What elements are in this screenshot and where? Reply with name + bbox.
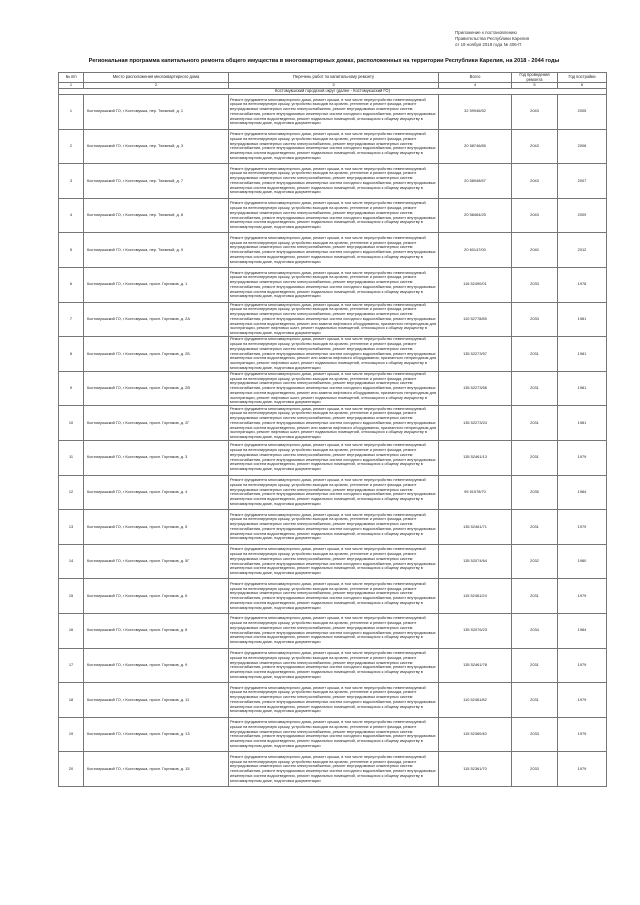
row-year-built: 1978 [558, 267, 607, 302]
table-row [59, 267, 607, 302]
row-area: 116 52490/01 [439, 267, 512, 302]
row-address: Костомукшский ГО, г Костомукша, пер. Таежный, д. 7 [84, 164, 229, 199]
row-year-repair: 2040 [512, 233, 558, 268]
row-area: 135 52273/24 [439, 406, 512, 441]
row-year-built: 1984 [558, 613, 607, 648]
col-number: 2 [84, 83, 229, 89]
row-address: Костомукшский ГО, г Костомукша, пер. Таежный, д. 9 [84, 233, 229, 268]
row-area: 135 52273/57 [439, 337, 512, 372]
row-number: 12 [59, 475, 84, 510]
row-works: Ремонт фундамента многоквартирного дома, ремонт крыши, в том числе переустройство невентилируемой крыши на вентилируемую крышу, устройство выходов на кровлю, утепление и ремонт фасада, ремонт внутридомовых инженерных систем электроснабжения, ремонт внутридомовых инженерных систем теплоснабжения, ремонт внутридомовых инженерных систем холодного водоснабжения, ремонт внутридомовых инженерных систем водоотведения, ремонт подвальных помещений, относящихся к общему имуществу в многоквартирном доме, подготовка документации [230, 512, 436, 541]
row-area: 135 52461/71 [439, 510, 512, 545]
row-works-cell [229, 510, 439, 545]
col-number: 6 [558, 83, 607, 89]
row-area: 20 58464/25 [439, 198, 512, 233]
row-area: 20 60147/00 [439, 233, 512, 268]
row-number: 11 [59, 440, 84, 475]
row-year-built: 1979 [558, 648, 607, 683]
row-year-built: 1984 [558, 475, 607, 510]
row-address: Костомукшский ГО, г Костомукша, просп. Горняков, д. 2В [84, 371, 229, 406]
row-year-repair: 2043 [512, 164, 558, 199]
row-number: 10 [59, 406, 84, 441]
header-year-built: Год постройки [558, 73, 607, 83]
row-year-built: 2007 [558, 164, 607, 199]
row-year-built: 2005 [558, 95, 607, 130]
row-area: 110 52778/85 [439, 302, 512, 337]
row-works-cell [229, 95, 439, 130]
row-address: Костомукшский ГО, г Костомукша, просп. Горняков, д. 1 [84, 267, 229, 302]
row-works-cell [229, 613, 439, 648]
row-year-built: 1979 [558, 683, 607, 718]
row-year-repair: 2031 [512, 510, 558, 545]
row-address: Костомукшский ГО, г Костомукша, пер. Таежный, д. 8 [84, 198, 229, 233]
row-year-repair: 2035 [512, 475, 558, 510]
col-number: 3 [229, 83, 439, 89]
row-works-cell [229, 440, 439, 475]
row-area: 110 52461/82 [439, 683, 512, 718]
row-works-cell [229, 648, 439, 683]
header-address: Место расположения многоквартирного дома [84, 73, 229, 83]
row-number: 5 [59, 233, 84, 268]
row-address: Костомукшский ГО, г Костомукша, просп. Горняков, д. 2А [84, 302, 229, 337]
row-number: 20 [59, 752, 84, 787]
row-works-cell [229, 544, 439, 579]
row-works-cell [229, 371, 439, 406]
row-address: Костомукшский ГО, г Костомукша, просп. Горняков, д. 2Г [84, 406, 229, 441]
row-year-repair: 2033 [512, 267, 558, 302]
row-year-repair: 2031 [512, 440, 558, 475]
row-works: Ремонт фундамента многоквартирного дома, ремонт крыши, в том числе переустройство невентилируемой крыши на вентилируемую крышу, устройство выходов на кровлю, утепление и ремонт фасада, ремонт внутридомовых инженерных систем электроснабжения, ремонт внутридомовых инженерных систем теплоснабжения, ремонт внутридомовых инженерных систем холодного водоснабжения, ремонт внутридомовых инженерных систем водоотведения, ремонт подвальных помещений, относящихся к общему имуществу в многоквартирном доме, подготовка документации [230, 754, 436, 783]
row-year-built: 2008 [558, 129, 607, 164]
row-area: 135 52273/56 [439, 371, 512, 406]
row-works-cell [229, 475, 439, 510]
row-number: 7 [59, 302, 84, 337]
row-year-built: 1981 [558, 406, 607, 441]
row-address: Костомукшский ГО, г Костомукша, просп. Горняков, д. 5Г [84, 544, 229, 579]
row-year-built: 1979 [558, 510, 607, 545]
annex-line: Правительства Республики Карелия [455, 36, 530, 41]
row-year-built: 1981 [558, 337, 607, 372]
row-number: 9 [59, 371, 84, 406]
table-row [59, 440, 607, 475]
row-number: 3 [59, 164, 84, 199]
row-works-cell [229, 579, 439, 614]
row-year-repair: 2043 [512, 129, 558, 164]
annex-line: от 19 ноября 2018 года № 406-П [455, 42, 522, 47]
row-works: Ремонт фундамента многоквартирного дома, ремонт крыши, в том числе переустройство невентилируемой крыши на вентилируемую крышу, устройство выходов на кровлю, утепление и ремонт фасада, ремонт внутридомовых инженерных систем электроснабжения, ремонт внутридомовых инженерных систем теплоснабжения, ремонт внутридомовых инженерных систем холодного водоснабжения, ремонт внутридомовых инженерных систем водоотведения, ремонт или замена лифтового оборудования, признанного непригодным для эксплуатации, ремонт лифтовых шахт, ремонт подвальных помещений, относящихся к общему имуществу в многоквартирном доме, подготовка документации [230, 302, 437, 336]
row-year-repair: 2043 [512, 198, 558, 233]
row-address: Костомукшский ГО, г Костомукша, пер. Таежный, д. 3 [84, 129, 229, 164]
table-header-row [59, 73, 607, 83]
row-area: 135 52461/13 [439, 440, 512, 475]
row-number: 4 [59, 198, 84, 233]
row-number: 17 [59, 648, 84, 683]
row-year-repair: 2031 [512, 683, 558, 718]
row-year-repair: 2031 [512, 579, 558, 614]
table-row [59, 198, 607, 233]
row-works: Ремонт фундамента многоквартирного дома, ремонт крыши, в том числе переустройство невентилируемой крыши на вентилируемую крышу, устройство выходов на кровлю, утепление и ремонт фасада, ремонт внутридомовых инженерных систем электроснабжения, ремонт внутридомовых инженерных систем теплоснабжения, ремонт внутридомовых инженерных систем холодного водоснабжения, ремонт внутридомовых инженерных систем водоотведения, ремонт подвальных помещений, относящихся к общему имуществу в многоквартирном доме, подготовка документации [230, 166, 436, 195]
row-works: Ремонт фундамента многоквартирного дома, ремонт крыши, в том числе переустройство невентилируемой крыши на вентилируемую крышу, устройство выходов на кровлю, утепление и ремонт фасада, ремонт внутридомовых инженерных систем электроснабжения, ремонт внутридомовых инженерных систем теплоснабжения, ремонт внутридомовых инженерных систем холодного водоснабжения, ремонт внутридомовых инженерных систем водоотведения, ремонт подвальных помещений, относящихся к общему имуществу в многоквартирном доме, подготовка документации [230, 720, 436, 748]
row-address: Костомукшский ГО, г Костомукша, просп. Горняков, д. 8 [84, 613, 229, 648]
row-year-repair: 2033 [512, 302, 558, 337]
row-works-cell [229, 129, 439, 164]
row-year-repair: 2043 [512, 95, 558, 130]
row-works-cell [229, 164, 439, 199]
row-number: 15 [59, 579, 84, 614]
row-year-built: 2009 [558, 198, 607, 233]
table-row [59, 613, 607, 648]
row-works: Ремонт фундамента многоквартирного дома, ремонт крыши, в том числе переустройство невентилируемой крыши на вентилируемую крышу, устройство выходов на кровлю, утепление и ремонт фасада, ремонт внутридомовых инженерных систем электроснабжения, ремонт внутридомовых инженерных систем теплоснабжения, ремонт внутридомовых инженерных систем холодного водоснабжения, ремонт внутридомовых инженерных систем водоотведения, ремонт или замена лифтового оборудования, признанного непригодным для эксплуатации, ремонт лифтовых шахт, ремонт подвальных помещений, относящихся к общему имуществу в многоквартирном доме, подготовка документации [230, 371, 437, 405]
table-row [59, 371, 607, 406]
table-row [59, 510, 607, 545]
row-number: 6 [59, 267, 84, 302]
row-year-repair: 2034 [512, 613, 558, 648]
row-address: Костомукшский ГО, г Костомукша, просп. Горняков, д. 6 [84, 579, 229, 614]
row-works: Ремонт фундамента многоквартирного дома, ремонт крыши, в том числе переустройство невентилируемой крыши на вентилируемую крышу, устройство выходов на кровлю, утепление и ремонт фасада, ремонт внутридомовых инженерных систем электроснабжения, ремонт внутридомовых инженерных систем теплоснабжения, ремонт внутридомовых инженерных систем холодного водоснабжения, ремонт внутридомовых инженерных систем водоотведения, ремонт или замена лифтового оборудования, признанного непригодным для эксплуатации, ремонт лифтовых шахт, ремонт подвальных помещений, относящихся к общему имуществу в многоквартирном доме, подготовка документации [230, 406, 437, 440]
row-works: Ремонт фундамента многоквартирного дома, ремонт крыши, в том числе переустройство невентилируемой крыши на вентилируемую крышу, устройство выходов на кровлю, утепление и ремонт фасада, ремонт внутридомовых инженерных систем электроснабжения, ремонт внутридомовых инженерных систем теплоснабжения, ремонт внутридомовых инженерных систем холодного водоснабжения, ремонт внутридомовых инженерных систем водоотведения, ремонт подвальных помещений, относящихся к общему имуществу в многоквартирном доме, подготовка документации [230, 685, 436, 714]
table-row [59, 648, 607, 683]
row-works-cell [229, 337, 439, 372]
row-works: Ремонт фундамента многоквартирного дома, ремонт крыши, в том числе переустройство невентилируемой крыши на вентилируемую крышу, устройство выходов на кровлю, утепление и ремонт фасада, ремонт внутридомовых инженерных систем электроснабжения, ремонт внутридомовых инженерных систем теплоснабжения, ремонт внутридомовых инженерных систем холодного водоснабжения, ремонт внутридомовых инженерных систем водоотведения, ремонт подвальных помещений, относящихся к общему имуществу в многоквартирном доме, подготовка документации [230, 443, 436, 472]
row-works: Ремонт фундамента многоквартирного дома, ремонт крыши, в том числе переустройство невентилируемой крыши на вентилируемую крышу, устройство выходов на кровлю, утепление и ремонт фасада, ремонт внутридомовых инженерных систем электроснабжения, ремонт внутридомовых инженерных систем теплоснабжения, ремонт внутридомовых инженерных систем холодного водоснабжения, ремонт внутридомовых инженерных систем водоотведения, ремонт подвальных помещений, относящихся к общему имуществу в многоквартирном доме, подготовка документации [230, 235, 436, 264]
row-number: 19 [59, 717, 84, 752]
row-address: Костомукшский ГО, г Костомукша, пер. Таежный, д. 1 [84, 95, 229, 130]
row-area: 20 58948/57 [439, 164, 512, 199]
header-works: Перечень работ по капитальному ремонту [229, 73, 439, 83]
header-area: Всего [439, 73, 512, 83]
table-row [59, 129, 607, 164]
row-works-cell [229, 302, 439, 337]
row-area: 115 52461/24 [439, 579, 512, 614]
header-num: № п/п [59, 73, 84, 83]
table-row [59, 406, 607, 441]
table-row [59, 475, 607, 510]
row-year-repair: 2031 [512, 337, 558, 372]
annex-line: Приложение к постановлению [455, 30, 517, 35]
table-row [59, 544, 607, 579]
row-year-repair: 2033 [512, 752, 558, 787]
table-row [59, 683, 607, 718]
row-year-repair: 2031 [512, 371, 558, 406]
col-number: 4 [439, 83, 512, 89]
row-area: 95 51978/70 [439, 475, 512, 510]
table-row [59, 302, 607, 337]
table-row [59, 95, 607, 130]
program-table [58, 72, 607, 787]
row-year-repair: 2031 [512, 648, 558, 683]
col-number: 1 [59, 83, 84, 89]
row-year-built: 1979 [558, 752, 607, 787]
document-title: Региональная программа капитального ремонта общего имущества в многоквартирных домах, расположенных на территории Республики Карелия, на 2018 - 2044 годы [88, 58, 560, 64]
row-number: 13 [59, 510, 84, 545]
row-address: Костомукшский ГО, г Костомукша, просп. Горняков, д. 5 [84, 510, 229, 545]
row-year-repair: 2033 [512, 717, 558, 752]
row-number: 8 [59, 337, 84, 372]
row-number: 18 [59, 683, 84, 718]
row-works: Ремонт фундамента многоквартирного дома, ремонт крыши, в том числе переустройство невентилируемой крыши на вентилируемую крышу, устройство выходов на кровлю, утепление и ремонт фасада, ремонт внутридомовых инженерных систем электроснабжения, ремонт внутридомовых инженерных систем теплоснабжения, ремонт внутридомовых инженерных систем холодного водоснабжения, ремонт внутридомовых инженерных систем водоотведения, ремонт подвальных помещений, относящихся к общему имуществу в многоквартирном доме, подготовка документации [230, 478, 436, 506]
row-number: 1 [59, 95, 84, 130]
row-works-cell [229, 406, 439, 441]
row-area: 20 58746/85 [439, 129, 512, 164]
row-works: Ремонт фундамента многоквартирного дома, ремонт крыши, в том числе переустройство невентилируемой крыши на вентилируемую крышу, устройство выходов на кровлю, утепление и ремонт фасада, ремонт внутридомовых инженерных систем электроснабжения, ремонт внутридомовых инженерных систем теплоснабжения, ремонт внутридомовых инженерных систем холодного водоснабжения, ремонт внутридомовых инженерных систем водоотведения, ремонт подвальных помещений, относящихся к общему имуществу в многоквартирном доме, подготовка документации [230, 201, 436, 230]
row-year-built: 1980 [558, 544, 607, 579]
row-area: 115 52361/70 [439, 752, 512, 787]
row-year-built: 2012 [558, 233, 607, 268]
row-works-cell [229, 198, 439, 233]
row-address: Костомукшский ГО, г Костомукша, просп. Горняков, д. 11 [84, 683, 229, 718]
row-works: Ремонт фундамента многоквартирного дома, ремонт крыши, в том числе переустройство невентилируемой крыши на вентилируемую крышу, устройство выходов на кровлю, утепление и ремонт фасада, ремонт внутридомовых инженерных систем электроснабжения, ремонт внутридомовых инженерных систем теплоснабжения, ремонт внутридомовых инженерных систем холодного водоснабжения, ремонт внутридомовых инженерных систем водоотведения, ремонт подвальных помещений, относящихся к общему имуществу в многоквартирном доме, подготовка документации [230, 132, 436, 160]
row-year-built: 1979 [558, 579, 607, 614]
row-area: 115 52360/40 [439, 717, 512, 752]
row-works: Ремонт фундамента многоквартирного дома, ремонт крыши, в том числе переустройство невентилируемой крыши на вентилируемую крышу, устройство выходов на кровлю, утепление и ремонт фасада, ремонт внутридомовых инженерных систем электроснабжения, ремонт внутридомовых инженерных систем теплоснабжения, ремонт внутридомовых инженерных систем холодного водоснабжения, ремонт внутридомовых инженерных систем водоотведения, ремонт подвальных помещений, относящихся к общему имуществу в многоквартирном доме, подготовка документации [230, 97, 436, 126]
row-works-cell [229, 752, 439, 787]
header-year-repair: Год проведения ремонта [512, 73, 558, 83]
group-title: Костомукшский городской округ (далее - Костомукшский ГО) [59, 89, 607, 95]
row-works-cell [229, 683, 439, 718]
row-address: Костомукшский ГО, г Костомукша, просп. Горняков, д. 13 [84, 717, 229, 752]
row-area: 135 52076/23 [439, 613, 512, 648]
table-row [59, 717, 607, 752]
row-works: Ремонт фундамента многоквартирного дома, ремонт крыши, в том числе переустройство невентилируемой крыши на вентилируемую крышу, устройство выходов на кровлю, утепление и ремонт фасада, ремонт внутридомовых инженерных систем электроснабжения, ремонт внутридомовых инженерных систем теплоснабжения, ремонт внутридомовых инженерных систем холодного водоснабжения, ремонт внутридомовых инженерных систем водоотведения, ремонт подвальных помещений, относящихся к общему имуществу в многоквартирном доме, подготовка документации [230, 270, 436, 299]
row-area: 135 52461/78 [439, 648, 512, 683]
row-address: Костомукшский ГО, г Костомукша, просп. Горняков, д. 2Б [84, 337, 229, 372]
row-address: Костомукшский ГО, г Костомукша, просп. Горняков, д. 4 [84, 475, 229, 510]
row-year-built: 1981 [558, 302, 607, 337]
row-address: Костомукшский ГО, г Костомукша, просп. Горняков, д. 15 [84, 752, 229, 787]
col-number: 5 [512, 83, 558, 89]
row-works-cell [229, 233, 439, 268]
table-row [59, 579, 607, 614]
row-number: 2 [59, 129, 84, 164]
row-address: Костомукшский ГО, г Костомукша, просп. Горняков, д. 9 [84, 648, 229, 683]
table-row [59, 752, 607, 787]
row-works: Ремонт фундамента многоквартирного дома, ремонт крыши, в том числе переустройство невентилируемой крыши на вентилируемую крышу, устройство выходов на кровлю, утепление и ремонт фасада, ремонт внутридомовых инженерных систем электроснабжения, ремонт внутридомовых инженерных систем теплоснабжения, ремонт внутридомовых инженерных систем холодного водоснабжения, ремонт внутридомовых инженерных систем водоотведения, ремонт подвальных помещений, относящихся к общему имуществу в многоквартирном доме, подготовка документации [230, 651, 436, 679]
row-works: Ремонт фундамента многоквартирного дома, ремонт крыши, в том числе переустройство невентилируемой крыши на вентилируемую крышу, устройство выходов на кровлю, утепление и ремонт фасада, ремонт внутридомовых инженерных систем электроснабжения, ремонт внутридомовых инженерных систем теплоснабжения, ремонт внутридомовых инженерных систем холодного водоснабжения, ремонт внутридомовых инженерных систем водоотведения, ремонт подвальных помещений, относящихся к общему имуществу в многоквартирном доме, подготовка документации [230, 581, 436, 610]
row-works: Ремонт фундамента многоквартирного дома, ремонт крыши, в том числе переустройство невентилируемой крыши на вентилируемую крышу, устройство выходов на кровлю, утепление и ремонт фасада, ремонт внутридомовых инженерных систем электроснабжения, ремонт внутридомовых инженерных систем теплоснабжения, ремонт внутридомовых инженерных систем холодного водоснабжения, ремонт внутридомовых инженерных систем водоотведения, ремонт подвальных помещений, относящихся к общему имуществу в многоквартирном доме, подготовка документации [230, 616, 436, 645]
annex-note [455, 30, 630, 48]
row-area: 32 59946/52 [439, 95, 512, 130]
row-year-built: 1981 [558, 371, 607, 406]
table-row [59, 233, 607, 268]
row-year-repair: 2032 [512, 544, 558, 579]
row-works: Ремонт фундамента многоквартирного дома, ремонт крыши, в том числе переустройство невентилируемой крыши на вентилируемую крышу, устройство выходов на кровлю, утепление и ремонт фасада, ремонт внутридомовых инженерных систем электроснабжения, ремонт внутридомовых инженерных систем теплоснабжения, ремонт внутридомовых инженерных систем холодного водоснабжения, ремонт внутридомовых инженерных систем водоотведения, ремонт подвальных помещений, относящихся к общему имуществу в многоквартирном доме, подготовка документации [230, 547, 436, 576]
row-number: 16 [59, 613, 84, 648]
row-year-built: 1979 [558, 440, 607, 475]
table-row [59, 164, 607, 199]
row-area: 135 52074/64 [439, 544, 512, 579]
row-number: 14 [59, 544, 84, 579]
row-address: Костомукшский ГО, г Костомукша, просп. Горняков, д. 3 [84, 440, 229, 475]
row-works-cell [229, 717, 439, 752]
row-works: Ремонт фундамента многоквартирного дома, ремонт крыши, в том числе переустройство невентилируемой крыши на вентилируемую крышу, устройство выходов на кровлю, утепление и ремонт фасада, ремонт внутридомовых инженерных систем электроснабжения, ремонт внутридомовых инженерных систем теплоснабжения, ремонт внутридомовых инженерных систем холодного водоснабжения, ремонт внутридомовых инженерных систем водоотведения, ремонт или замена лифтового оборудования, признанного непригодным для эксплуатации, ремонт лифтовых шахт, ремонт подвальных помещений, относящихся к общему имуществу в многоквартирном доме, подготовка документации [230, 337, 437, 370]
table-row [59, 337, 607, 372]
row-year-repair: 2031 [512, 406, 558, 441]
row-year-built: 1979 [558, 717, 607, 752]
row-works-cell [229, 267, 439, 302]
